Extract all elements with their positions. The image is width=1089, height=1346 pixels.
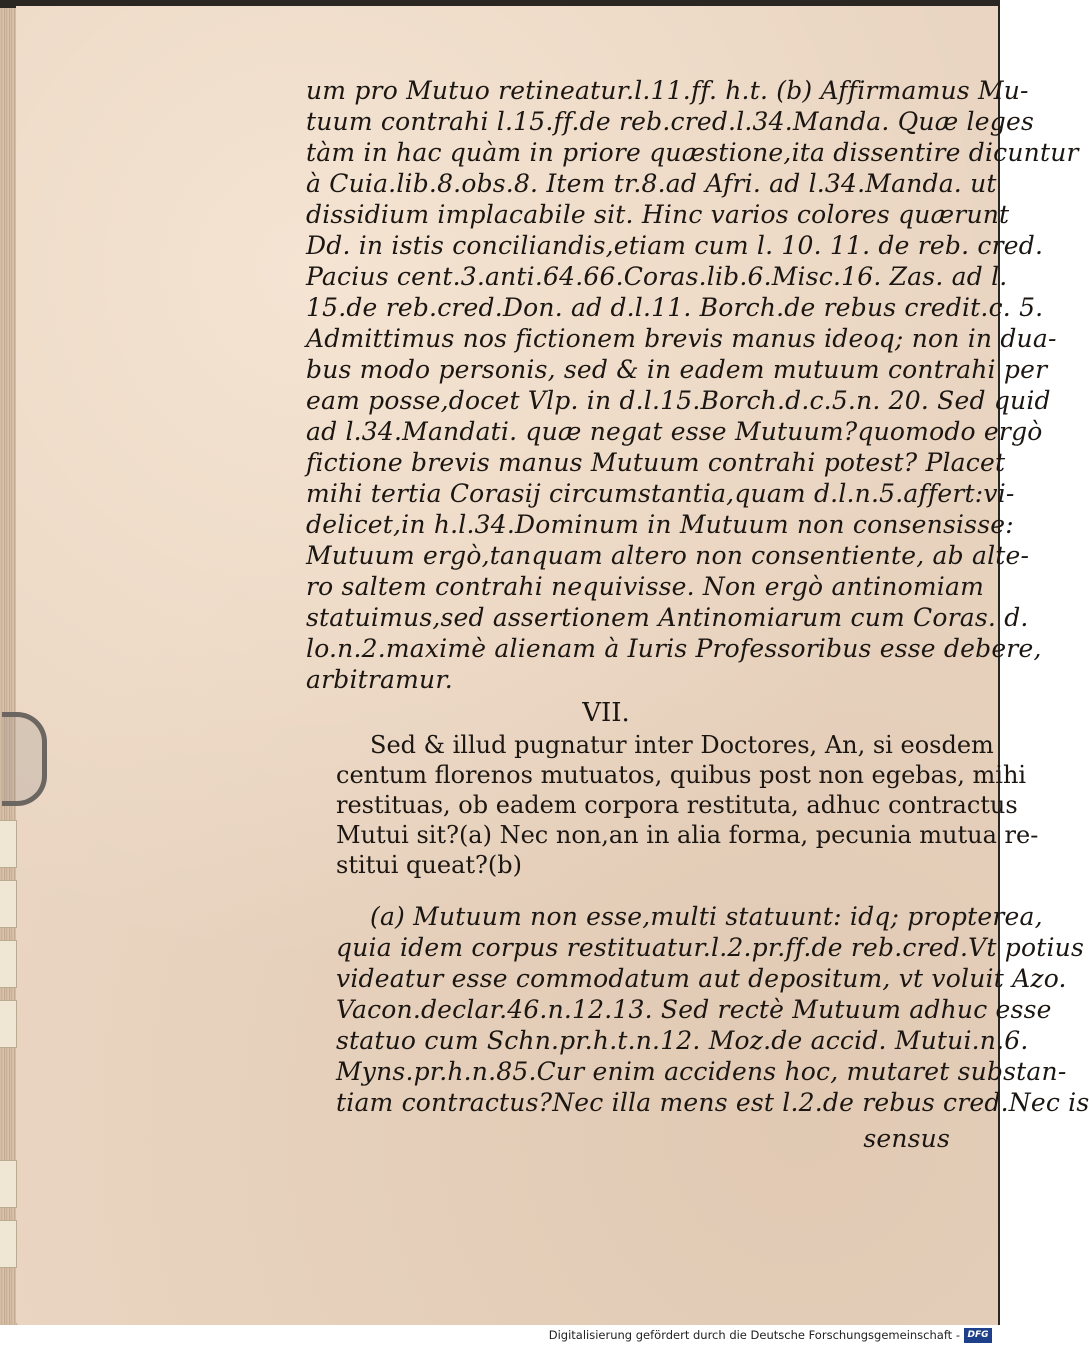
page-tab (0, 1160, 17, 1208)
text-line: um pro Mutuo retineatur.l.11.ff. h.t. (b) Affirmamus Mu- (306, 76, 1029, 105)
page-tab (0, 820, 17, 868)
text-line: delicet,in h.l.34.Dominum in Mutuum non consensisse: (306, 510, 1014, 539)
text-line: eam posse,docet Vlp. in d.l.15.Borch.d.c.5.n. 20. Sed quid (306, 386, 1051, 415)
text-line: tuum contrahi l.15.ff.de reb.cred.l.34.Manda. Quæ leges (306, 107, 1034, 136)
page-clip (2, 712, 47, 806)
page-tab (0, 1220, 17, 1268)
note-line: Myns.pr.h.n.85.Cur enim accidens hoc, mutaret substan- (336, 1057, 1067, 1086)
catchword: sensus (863, 1124, 950, 1153)
text-line: arbitramur. (306, 665, 453, 694)
note-line: statuo cum Schn.pr.h.t.n.12. Moz.de accid. Mutui.n.6. (336, 1026, 1029, 1055)
text-line: ro saltem contrahi nequivisse. Non ergò antinomiam (306, 572, 984, 601)
text-line: bus modo personis, sed & in eadem mutuum contrahi per (306, 355, 1048, 384)
footer-bar (0, 1325, 1000, 1346)
text-line: mihi tertia Corasij circumstantia,quam d.l.n.5.affert:vi- (306, 479, 1015, 508)
text-line: Pacius cent.3.anti.64.66.Coras.lib.6.Misc.16. Zas. ad l. (306, 262, 1008, 291)
note-line: tiam contractus?Nec illa mens est l.2.de rebus cred.Nec is (336, 1088, 1089, 1117)
text-line: à Cuia.lib.8.obs.8. Item tr.8.ad Afri. ad l.34.Manda. ut (306, 169, 997, 198)
note-line: (a) Mutuum non esse,multi statuunt: idq; propterea, (370, 902, 1043, 931)
text-line: fictione brevis manus Mutuum contrahi potest? Placet (306, 448, 1006, 477)
text-line: Sed & illud pugnatur inter Doctores, An, si eosdem (370, 731, 994, 759)
text-line: dissidium implacabile sit. Hinc varios colores quærunt (306, 200, 1010, 229)
page-tab (0, 880, 17, 928)
page-tab (0, 1000, 17, 1048)
text-line: tàm in hac quàm in priore quæstione,ita dissentire dicuntur (306, 138, 1079, 167)
text-line: restituas, ob eadem corpora restituta, adhuc contractus (336, 791, 1018, 819)
note-line: videatur esse commodatum aut depositum, vt voluit Azo. (336, 964, 1067, 993)
dfg-logo: DFG (964, 1328, 992, 1343)
text-line: statuimus,sed assertionem Antinomiarum cum Coras. d. (306, 603, 1029, 632)
text-line: centum florenos mutuatos, quibus post non egebas, mihi (336, 761, 1027, 789)
text-line: Mutui sit?(a) Nec non,an in alia forma, pecunia mutua re- (336, 821, 1039, 849)
note-line: quia idem corpus restituatur.l.2.pr.ff.de reb.cred.Vt potius (336, 933, 1084, 962)
page-tab (0, 940, 17, 988)
note-line: Vacon.declar.46.n.12.13. Sed rectè Mutuum adhuc esse (336, 995, 1052, 1024)
text-line: lo.n.2.maximè alienam à Iuris Professoribus esse debere, (306, 634, 1042, 663)
text-line: 15.de reb.cred.Don. ad d.l.11. Borch.de rebus credit.c. 5. (306, 293, 1044, 322)
text-line: Mutuum ergò,tanquam altero non consentiente, ab alte- (306, 541, 1030, 570)
text-line: Admittimus nos fictionem brevis manus ideoq; non in dua- (306, 324, 1057, 353)
text-line: Dd. in istis conciliandis,etiam cum l. 10. 11. de reb. cred. (306, 231, 1044, 260)
footer-credit: Digitalisierung gefördert durch die Deutsche Forschungsgemeinschaft - (548, 1328, 960, 1342)
text-line: stitui queat?(b) (336, 851, 522, 879)
section-number: VII. (582, 698, 630, 728)
text-line: ad l.34.Mandati. quæ negat esse Mutuum?quomodo ergò (306, 417, 1043, 446)
